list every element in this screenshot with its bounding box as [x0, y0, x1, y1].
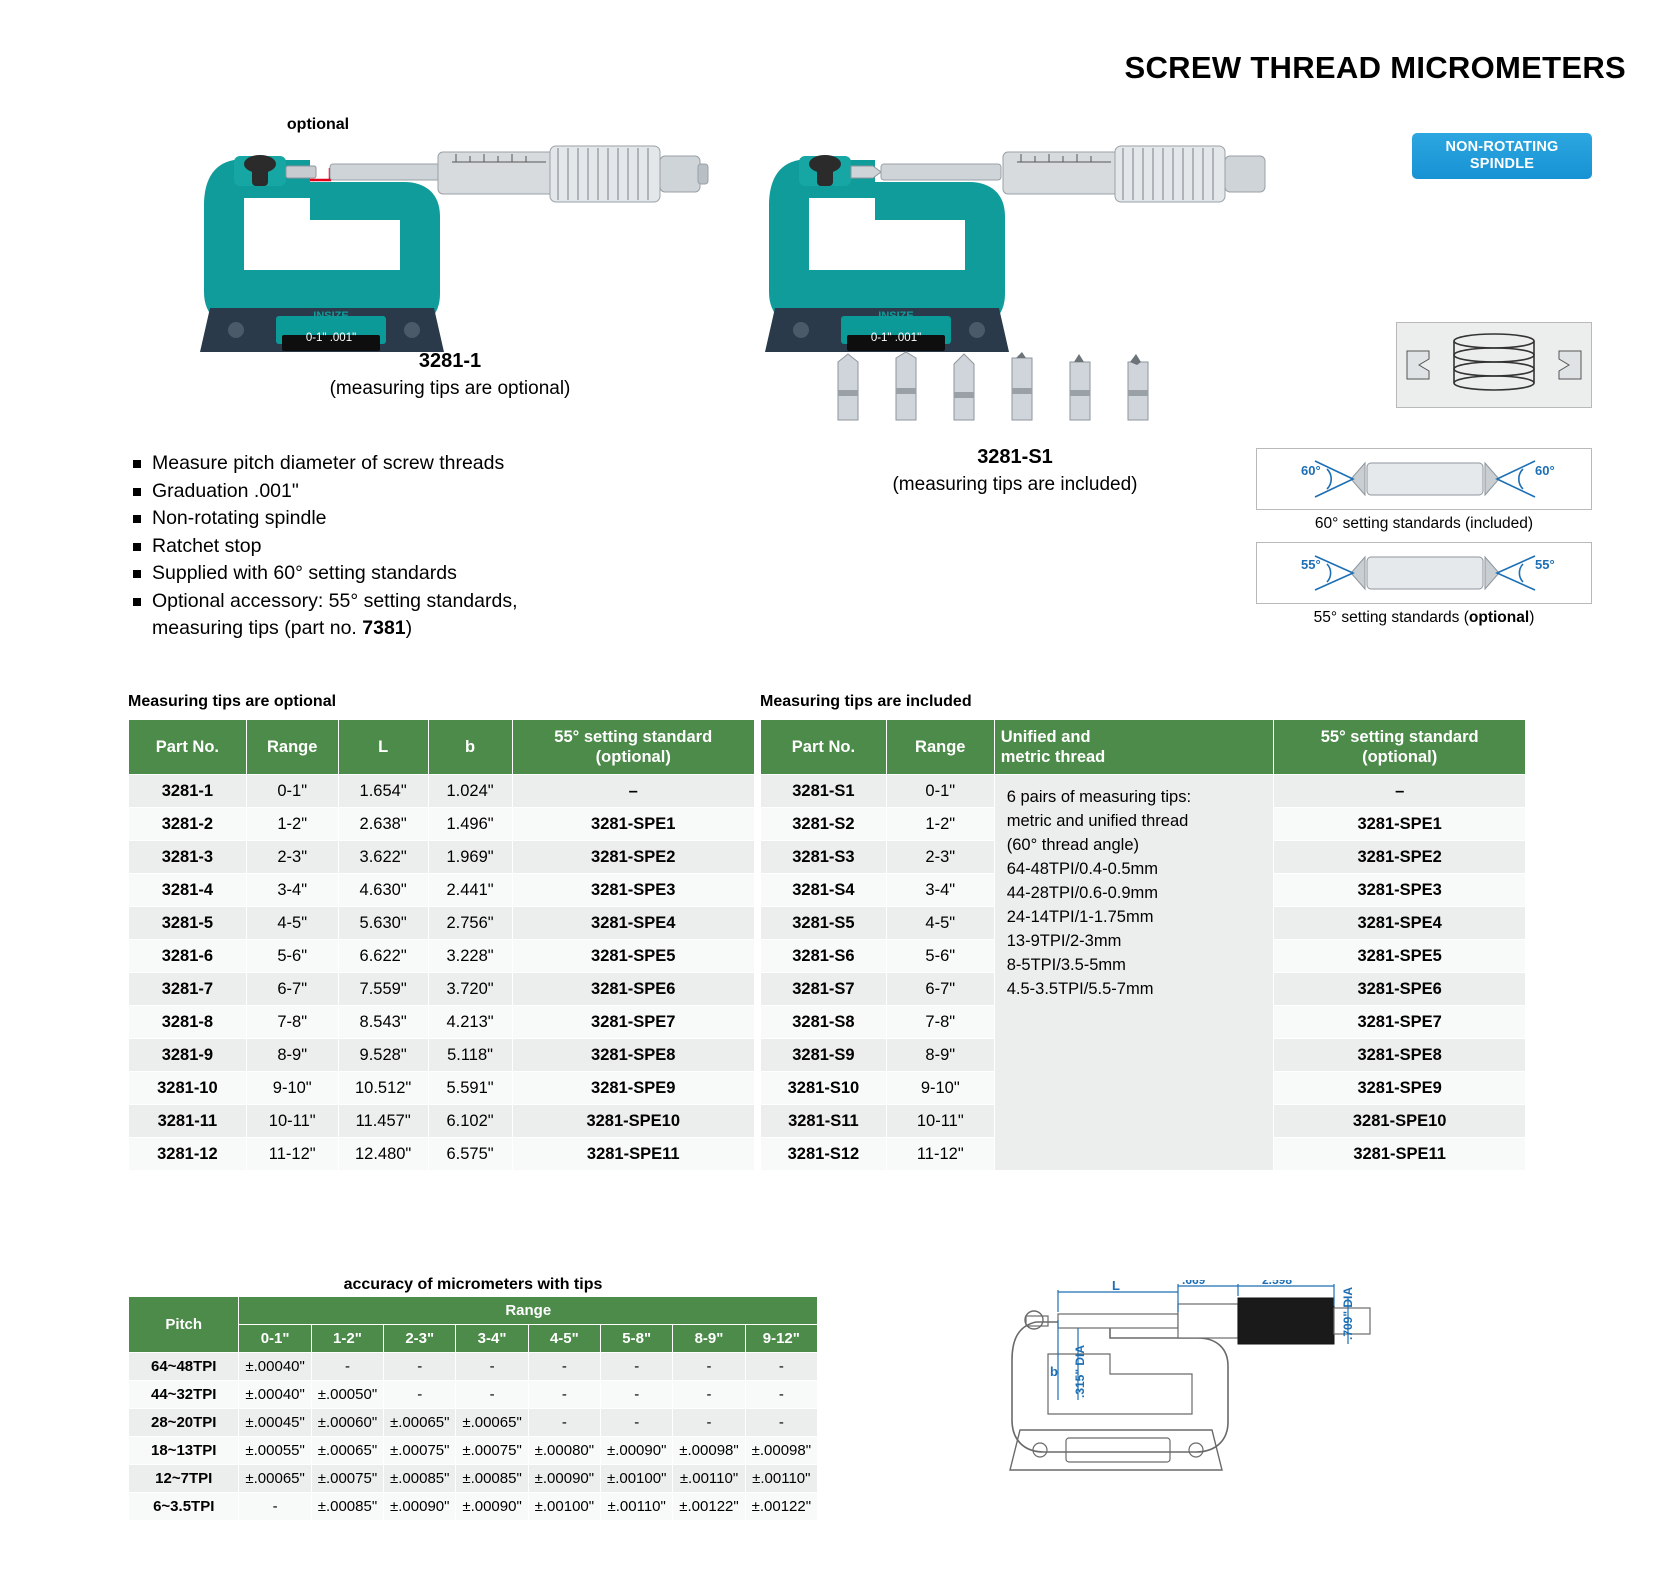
cell-accuracy: -	[239, 1493, 311, 1521]
table-header-row	[761, 720, 1526, 775]
cell-accuracy: -	[528, 1381, 600, 1409]
table-row	[129, 1353, 818, 1381]
th-range-5-8: 5-8"	[601, 1325, 673, 1353]
cell-pitch: 64~48TPI	[129, 1353, 239, 1381]
svg-text:L: L	[1112, 1280, 1120, 1293]
th-range-3-4: 3-4"	[456, 1325, 528, 1353]
th-part-no: Part No.	[129, 720, 247, 775]
cell-accuracy: -	[601, 1409, 673, 1437]
cell-setting-standard: 3281-SPE9	[512, 1072, 755, 1105]
cell-part-no: 3281-1	[129, 775, 247, 808]
cell-l: 11.457"	[338, 1105, 428, 1138]
svg-text:.315" DIA: .315" DIA	[1073, 1344, 1087, 1398]
cell-setting-standard: 3281-SPE5	[512, 940, 755, 973]
cell-setting-standard: 3281-SPE2	[1274, 841, 1526, 874]
cell-accuracy: ±.00090"	[384, 1493, 456, 1521]
product-image-3281-1	[190, 120, 710, 360]
cell-part-no: 3281-S11	[761, 1105, 887, 1138]
cell-l: 12.480"	[338, 1138, 428, 1171]
status-badge	[1412, 133, 1592, 179]
table-row	[129, 1039, 755, 1072]
tips-line: 6 pairs of measuring tips:	[1006, 788, 1192, 806]
cell-accuracy: ±.00098"	[745, 1437, 817, 1465]
th-b: b	[428, 720, 512, 775]
th-setting-standard	[512, 720, 755, 775]
cell-accuracy: ±.00085"	[456, 1465, 528, 1493]
badge-line1: NON-ROTATING	[1445, 139, 1559, 155]
cell-setting-standard: 3281-SPE6	[512, 973, 755, 1006]
svg-text:60°: 60°	[1301, 463, 1321, 478]
cell-accuracy: ±.00050"	[311, 1381, 383, 1409]
cell-b: 1.969"	[428, 841, 512, 874]
std55-label-pre: 55° setting standards (	[1313, 609, 1469, 626]
cell-b: 5.591"	[428, 1072, 512, 1105]
cell-l: 5.630"	[338, 907, 428, 940]
th-range-0-1: 0-1"	[239, 1325, 311, 1353]
measuring-tips-image	[830, 348, 1250, 428]
cell-accuracy: ±.00100"	[601, 1465, 673, 1493]
cell-part-no: 3281-S10	[761, 1072, 887, 1105]
cell-setting-standard: 3281-SPE8	[512, 1039, 755, 1072]
cell-accuracy: -	[745, 1381, 817, 1409]
cell-accuracy: ±.00045"	[239, 1409, 311, 1437]
accuracy-header-row-1	[129, 1297, 818, 1325]
cell-accuracy: ±.00085"	[384, 1465, 456, 1493]
cell-range: 6-7"	[886, 973, 994, 1006]
table-row	[129, 1105, 755, 1138]
table-row	[129, 775, 755, 808]
table-left-title: Measuring tips are optional	[128, 693, 337, 710]
display-readout-1: 0-1" .001"	[305, 332, 357, 344]
th-range-1-2: 1-2"	[311, 1325, 383, 1353]
cell-b: 1.496"	[428, 808, 512, 841]
cell-l: 1.654"	[338, 775, 428, 808]
table-row	[129, 907, 755, 940]
cell-l: 2.638"	[338, 808, 428, 841]
cell-pitch: 28~20TPI	[129, 1409, 239, 1437]
cell-part-no: 3281-9	[129, 1039, 247, 1072]
cell-accuracy: -	[456, 1381, 528, 1409]
th-range-2-3: 2-3"	[384, 1325, 456, 1353]
tips-line: 44-28TPI/0.6-0.9mm	[1006, 884, 1159, 902]
th-l: L	[338, 720, 428, 775]
table-row	[129, 841, 755, 874]
std60-label: 60° setting standards (included)	[1314, 515, 1534, 532]
cell-accuracy: ±.00110"	[601, 1493, 673, 1521]
feature-item: Measure pitch diameter of screw threads	[128, 450, 518, 478]
cell-accuracy: ±.00065"	[384, 1409, 456, 1437]
cell-part-no: 3281-3	[129, 841, 247, 874]
cell-part-no: 3281-11	[129, 1105, 247, 1138]
th-range: Range	[886, 720, 994, 775]
table-row	[129, 973, 755, 1006]
cell-setting-standard: 3281-SPE3	[512, 874, 755, 907]
cell-accuracy: -	[311, 1353, 383, 1381]
cell-b: 6.102"	[428, 1105, 512, 1138]
table-row	[129, 1493, 818, 1521]
table-row	[761, 775, 1526, 808]
product-image-3281-s1	[755, 120, 1275, 360]
cell-b: 4.213"	[428, 1006, 512, 1039]
cell-accuracy: ±.00065"	[311, 1437, 383, 1465]
cell-part-no: 3281-10	[129, 1072, 247, 1105]
cell-part-no: 3281-S8	[761, 1006, 887, 1039]
cell-accuracy: -	[673, 1353, 745, 1381]
th-range: Range	[246, 720, 338, 775]
accuracy-title: accuracy of micrometers with tips	[343, 1276, 603, 1293]
th-setting-standard-line1: 55° setting standard	[554, 728, 713, 746]
cell-l: 4.630"	[338, 874, 428, 907]
table-header-row	[129, 720, 755, 775]
table-right-title: Measuring tips are included	[760, 693, 972, 710]
cell-l: 9.528"	[338, 1039, 428, 1072]
cell-range: 6-7"	[246, 973, 338, 1006]
cell-setting-standard: 3281-SPE10	[512, 1105, 755, 1138]
cell-range: 7-8"	[886, 1006, 994, 1039]
th-unified-metric	[994, 720, 1274, 775]
cell-accuracy: -	[456, 1353, 528, 1381]
cell-part-no: 3281-S5	[761, 907, 887, 940]
cell-accuracy: -	[384, 1381, 456, 1409]
cell-part-no: 3281-S3	[761, 841, 887, 874]
cell-range: 5-6"	[886, 940, 994, 973]
table-optional-tips	[128, 719, 755, 1171]
cell-b: 1.024"	[428, 775, 512, 808]
svg-text:55°: 55°	[1301, 557, 1321, 572]
cell-accuracy: ±.00080"	[528, 1437, 600, 1465]
cell-pitch: 18~13TPI	[129, 1437, 239, 1465]
feature-item: Ratchet stop	[128, 533, 518, 561]
cell-b: 3.228"	[428, 940, 512, 973]
cell-part-no: 3281-6	[129, 940, 247, 973]
cell-setting-standard: 3281-SPE4	[512, 907, 755, 940]
cell-range: 1-2"	[886, 808, 994, 841]
cell-b: 2.756"	[428, 907, 512, 940]
th-part-no: Part No.	[761, 720, 887, 775]
cell-range: 2-3"	[886, 841, 994, 874]
tips-line: 13-9TPI/2-3mm	[1006, 932, 1122, 950]
cell-pitch: 44~32TPI	[129, 1381, 239, 1409]
features-list	[128, 450, 518, 643]
cell-range: 0-1"	[246, 775, 338, 808]
th-setting-standard-line1: 55° setting standard	[1320, 728, 1479, 746]
th-setting-standard-line2: (optional)	[1362, 748, 1438, 766]
cell-range: 11-12"	[246, 1138, 338, 1171]
cell-accuracy: ±.00040"	[239, 1381, 311, 1409]
cell-part-no: 3281-S12	[761, 1138, 887, 1171]
cell-accuracy: ±.00055"	[239, 1437, 311, 1465]
tips-line: 24-14TPI/1-1.75mm	[1006, 908, 1154, 926]
thread-illustration	[1396, 322, 1592, 408]
cell-part-no: 3281-S2	[761, 808, 887, 841]
cell-range: 4-5"	[886, 907, 994, 940]
feature-item: Optional accessory: 55° setting standards,	[128, 588, 518, 616]
brand-logo-1: INSIZE	[313, 310, 349, 322]
cell-range: 1-2"	[246, 808, 338, 841]
table-row	[129, 1072, 755, 1105]
cell-accuracy: ±.00122"	[745, 1493, 817, 1521]
cell-accuracy: -	[601, 1381, 673, 1409]
optional-label: optional	[286, 116, 350, 133]
cell-part-no: 3281-12	[129, 1138, 247, 1171]
cell-accuracy: -	[673, 1409, 745, 1437]
cell-range: 5-6"	[246, 940, 338, 973]
feature-item: Non-rotating spindle	[128, 505, 518, 533]
cell-accuracy: -	[384, 1353, 456, 1381]
cell-b: 5.118"	[428, 1039, 512, 1072]
th-unified-line1: Unified and	[1000, 728, 1091, 746]
cell-part-no: 3281-4	[129, 874, 247, 907]
cell-setting-standard: 3281-SPE6	[1274, 973, 1526, 1006]
feature-part-no: 7381	[362, 617, 406, 639]
product-note-2: (measuring tips are included)	[892, 474, 1138, 495]
cell-l: 6.622"	[338, 940, 428, 973]
std55-figure	[1256, 542, 1592, 604]
std55-label-post: )	[1529, 609, 1535, 626]
th-setting-standard-line2: (optional)	[595, 748, 671, 766]
cell-b: 3.720"	[428, 973, 512, 1006]
cell-accuracy: ±.00040"	[239, 1353, 311, 1381]
cell-accuracy: -	[528, 1353, 600, 1381]
std55-label-bold: optional	[1468, 609, 1530, 626]
cell-range: 2-3"	[246, 841, 338, 874]
table-row	[129, 1138, 755, 1171]
cell-accuracy: ±.00075"	[311, 1465, 383, 1493]
cell-l: 7.559"	[338, 973, 428, 1006]
cell-accuracy: ±.00110"	[745, 1465, 817, 1493]
th-range-9-12: 9-12"	[745, 1325, 817, 1353]
cell-measuring-tips	[994, 775, 1274, 1171]
cell-range: 3-4"	[886, 874, 994, 907]
th-unified-line2: metric thread	[1000, 748, 1106, 766]
cell-setting-standard: 3281-SPE4	[1274, 907, 1526, 940]
feature-subline	[128, 615, 518, 643]
cell-accuracy: ±.00122"	[673, 1493, 745, 1521]
cell-accuracy: ±.00085"	[311, 1493, 383, 1521]
cell-accuracy: ±.00110"	[673, 1465, 745, 1493]
cell-setting-standard: 3281-SPE5	[1274, 940, 1526, 973]
th-range-group: Range	[239, 1297, 818, 1325]
cell-range: 8-9"	[246, 1039, 338, 1072]
tips-line: 8-5TPI/3.5-5mm	[1006, 956, 1126, 974]
cell-accuracy: -	[673, 1381, 745, 1409]
cell-part-no: 3281-S9	[761, 1039, 887, 1072]
cell-pitch: 12~7TPI	[129, 1465, 239, 1493]
cell-accuracy: ±.00065"	[239, 1465, 311, 1493]
cell-part-no: 3281-S6	[761, 940, 887, 973]
cell-setting-standard: 3281-SPE7	[512, 1006, 755, 1039]
badge-line2: SPINDLE	[1469, 156, 1535, 172]
feature-subline-text: measuring tips (part no.	[152, 617, 363, 639]
cell-range: 3-4"	[246, 874, 338, 907]
svg-text:b: b	[1050, 1364, 1058, 1379]
cell-setting-standard: 3281-SPE11	[1274, 1138, 1526, 1171]
table-row	[129, 1381, 818, 1409]
product-note-1: (measuring tips are optional)	[329, 378, 571, 399]
cell-setting-standard: 3281-SPE2	[512, 841, 755, 874]
cell-range: 10-11"	[246, 1105, 338, 1138]
cell-setting-standard: 3281-SPE1	[1274, 808, 1526, 841]
feature-subline-close: )	[405, 617, 413, 639]
product-code-1: 3281-1	[418, 350, 482, 372]
cell-range: 7-8"	[246, 1006, 338, 1039]
cell-accuracy: ±.00090"	[528, 1465, 600, 1493]
cell-pitch: 6~3.5TPI	[129, 1493, 239, 1521]
cell-setting-standard: 3281-SPE7	[1274, 1006, 1526, 1039]
product-code-2: 3281-S1	[977, 446, 1053, 468]
table-row	[129, 874, 755, 907]
cell-setting-standard: –	[1274, 775, 1526, 808]
cell-setting-standard: –	[512, 775, 755, 808]
cell-range: 11-12"	[886, 1138, 994, 1171]
cell-setting-standard: 3281-SPE8	[1274, 1039, 1526, 1072]
svg-text:2.598": 2.598"	[1262, 1280, 1298, 1287]
th-range-4-5: 4-5"	[528, 1325, 600, 1353]
cell-part-no: 3281-5	[129, 907, 247, 940]
table-row	[129, 940, 755, 973]
cell-part-no: 3281-S7	[761, 973, 887, 1006]
cell-accuracy: ±.00060"	[311, 1409, 383, 1437]
brand-logo-2: INSIZE	[878, 310, 914, 322]
feature-item: Supplied with 60° setting standards	[128, 560, 518, 588]
cell-range: 0-1"	[886, 775, 994, 808]
tips-line: 64-48TPI/0.4-0.5mm	[1006, 860, 1159, 878]
th-pitch: Pitch	[129, 1297, 239, 1353]
cell-accuracy: ±.00075"	[456, 1437, 528, 1465]
tips-line: (60° thread angle)	[1006, 836, 1139, 854]
table-row	[129, 1465, 818, 1493]
cell-accuracy: -	[528, 1409, 600, 1437]
cell-part-no: 3281-8	[129, 1006, 247, 1039]
cell-part-no: 3281-S4	[761, 874, 887, 907]
page-title: SCREW THREAD MICROMETERS	[1124, 50, 1626, 85]
feature-item: Graduation .001"	[128, 478, 518, 506]
cell-l: 8.543"	[338, 1006, 428, 1039]
dimension-drawing	[1000, 1280, 1420, 1490]
cell-accuracy: ±.00100"	[528, 1493, 600, 1521]
cell-accuracy: ±.00090"	[601, 1437, 673, 1465]
cell-b: 6.575"	[428, 1138, 512, 1171]
table-row	[129, 808, 755, 841]
cell-part-no: 3281-S1	[761, 775, 887, 808]
cell-accuracy: -	[745, 1353, 817, 1381]
cell-accuracy: ±.00065"	[456, 1409, 528, 1437]
tips-line: metric and unified thread	[1006, 812, 1189, 830]
cell-l: 10.512"	[338, 1072, 428, 1105]
cell-part-no: 3281-2	[129, 808, 247, 841]
table-included-tips	[760, 719, 1526, 1171]
cell-part-no: 3281-7	[129, 973, 247, 1006]
table-row	[129, 1409, 818, 1437]
std55-label	[1256, 609, 1592, 627]
svg-text:55°: 55°	[1535, 557, 1555, 572]
cell-setting-standard: 3281-SPE1	[512, 808, 755, 841]
cell-accuracy: -	[601, 1353, 673, 1381]
cell-range: 8-9"	[886, 1039, 994, 1072]
cell-range: 9-10"	[246, 1072, 338, 1105]
tips-line: 4.5-3.5TPI/5.5-7mm	[1006, 980, 1154, 998]
svg-text:60°: 60°	[1535, 463, 1555, 478]
svg-text:.669": .669"	[1182, 1280, 1212, 1287]
cell-accuracy: ±.00098"	[673, 1437, 745, 1465]
cell-l: 3.622"	[338, 841, 428, 874]
cell-range: 9-10"	[886, 1072, 994, 1105]
cell-accuracy: -	[745, 1409, 817, 1437]
cell-accuracy: ±.00075"	[384, 1437, 456, 1465]
product-caption-2	[755, 446, 1275, 496]
cell-setting-standard: 3281-SPE10	[1274, 1105, 1526, 1138]
cell-setting-standard: 3281-SPE9	[1274, 1072, 1526, 1105]
cell-setting-standard: 3281-SPE3	[1274, 874, 1526, 907]
th-setting-standard	[1274, 720, 1526, 775]
table-accuracy	[128, 1296, 818, 1521]
table-row	[129, 1437, 818, 1465]
svg-text:.709" DIA: .709" DIA	[1341, 1286, 1355, 1340]
table-row	[129, 1006, 755, 1039]
cell-accuracy: ±.00090"	[456, 1493, 528, 1521]
std60-figure	[1256, 448, 1592, 510]
product-caption-1	[190, 350, 710, 400]
cell-b: 2.441"	[428, 874, 512, 907]
display-readout-2: 0-1" .001"	[870, 332, 922, 344]
th-range-8-9: 8-9"	[673, 1325, 745, 1353]
cell-range: 10-11"	[886, 1105, 994, 1138]
cell-range: 4-5"	[246, 907, 338, 940]
cell-setting-standard: 3281-SPE11	[512, 1138, 755, 1171]
